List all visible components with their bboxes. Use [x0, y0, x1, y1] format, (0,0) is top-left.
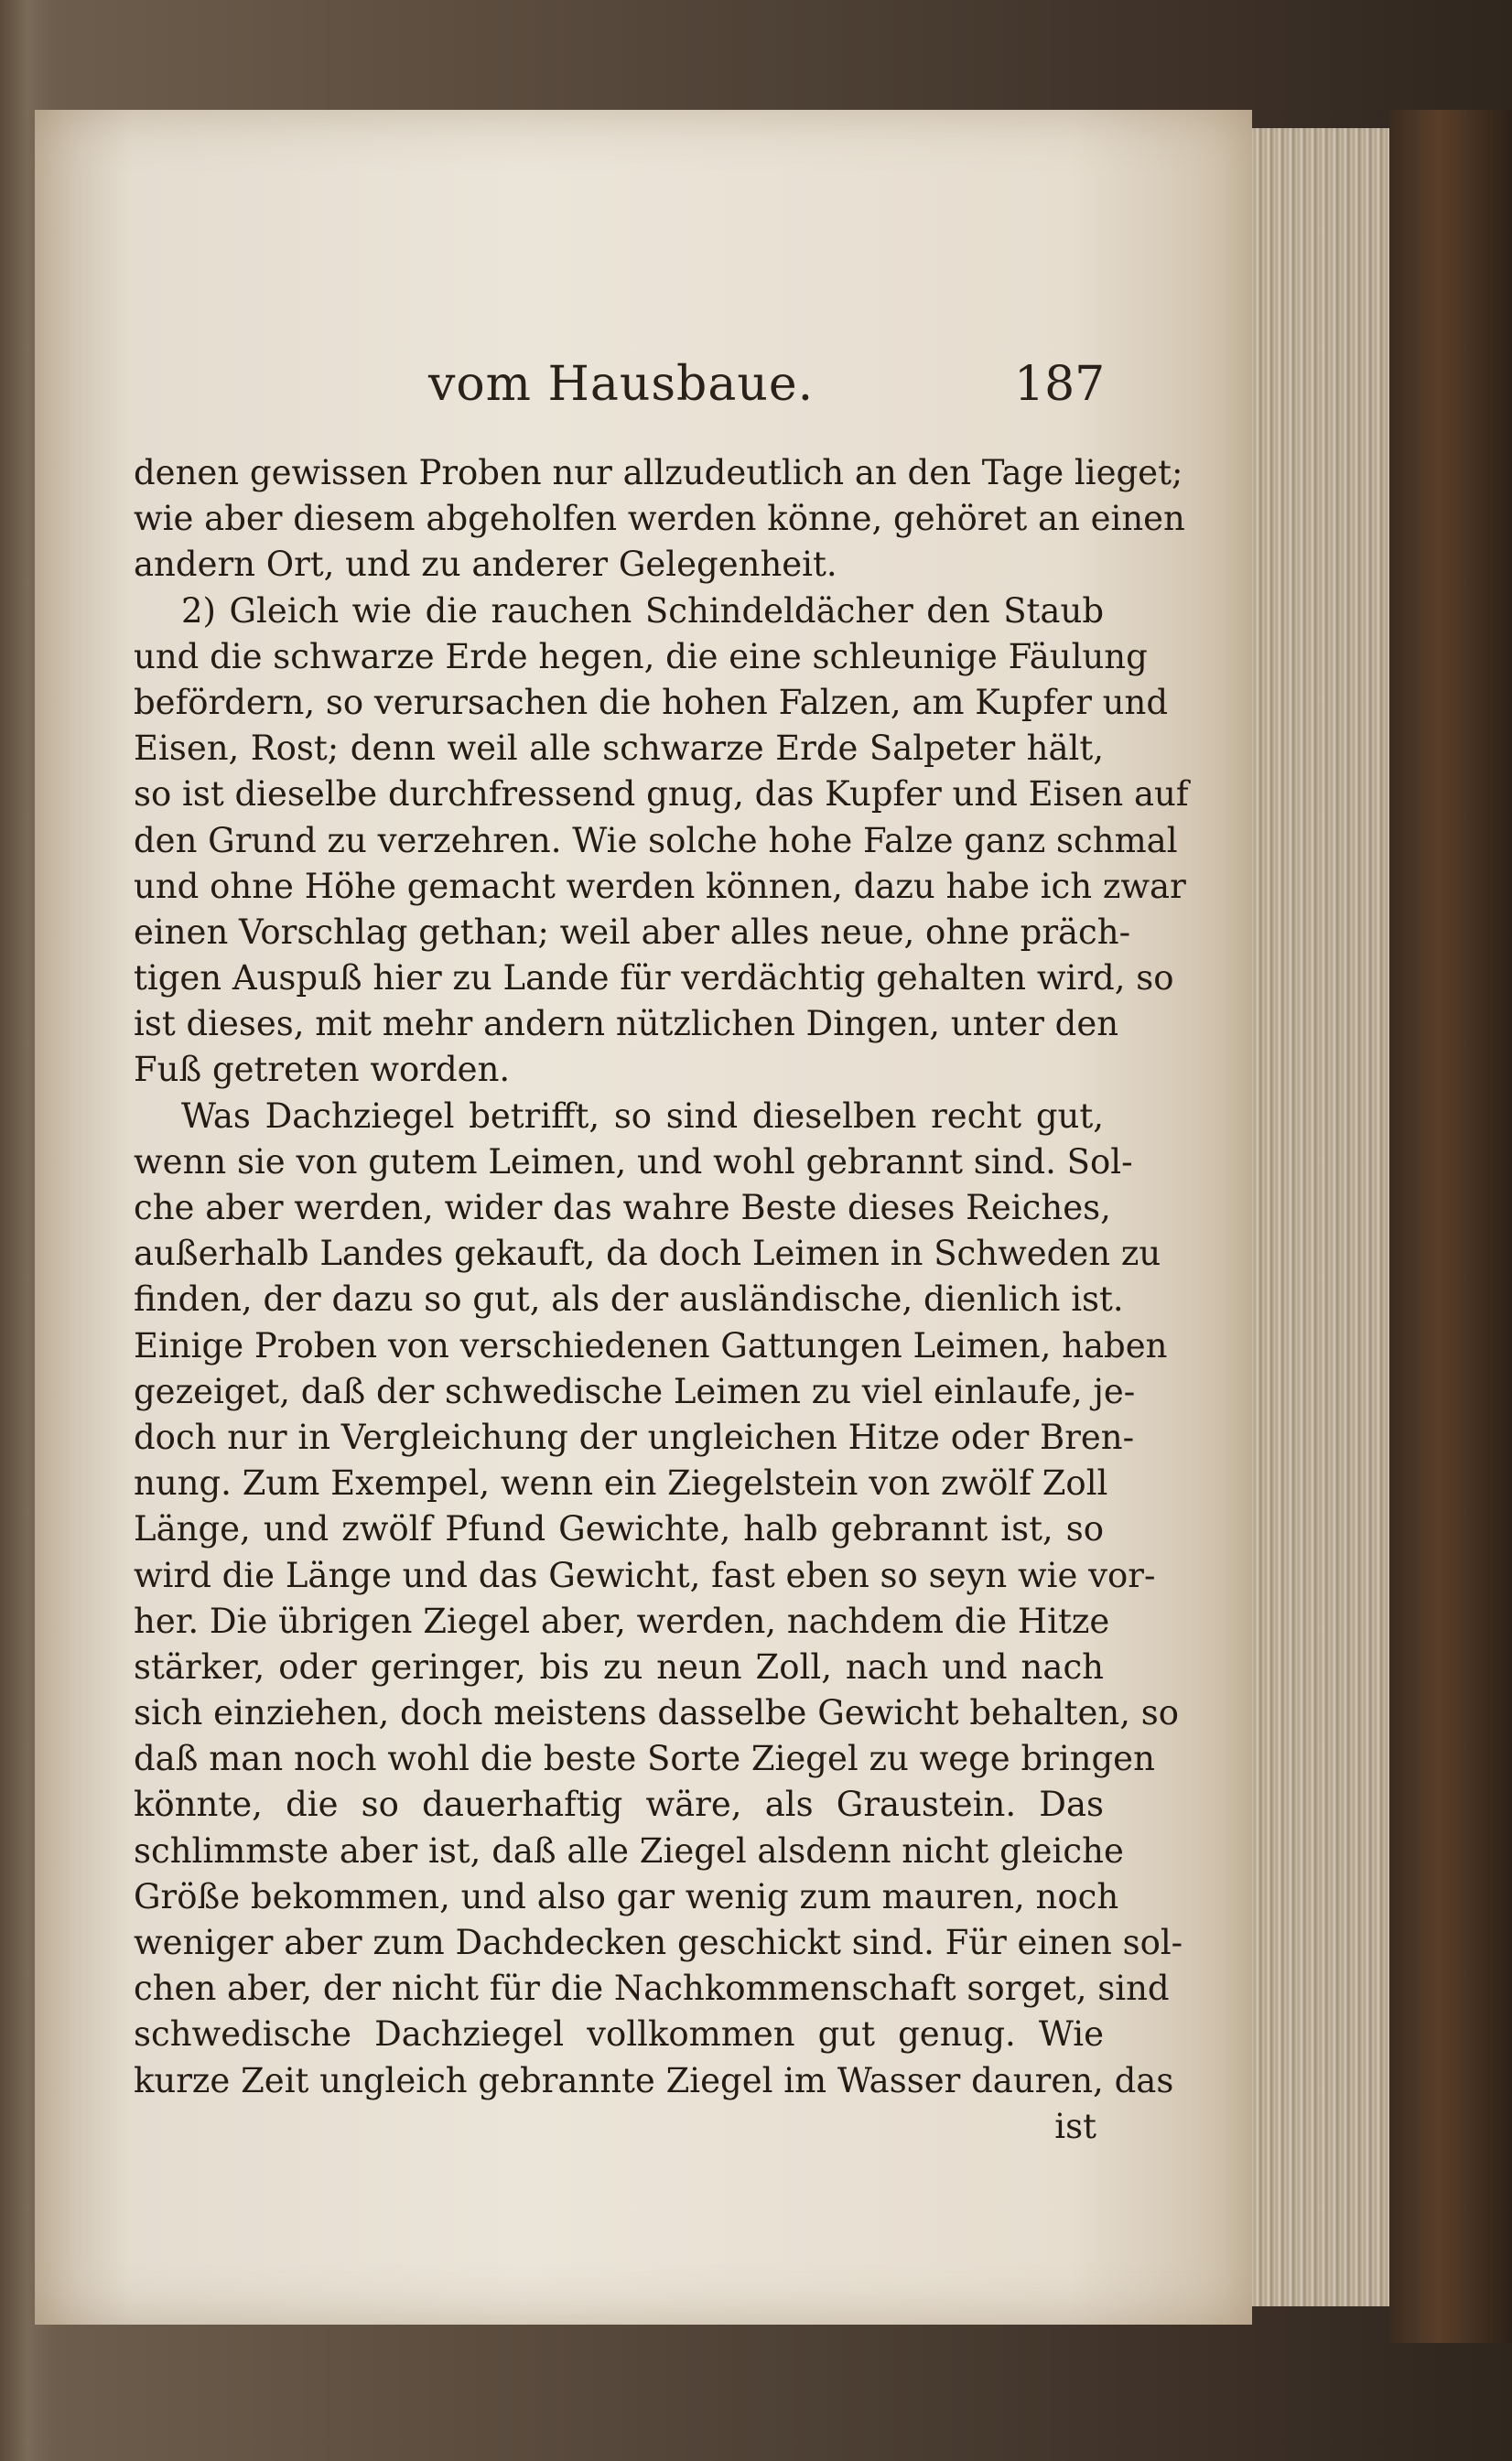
text-line: 2) Gleich wie die rauchen Schindeldächer den Staub — [181, 590, 1104, 631]
text-line: und die schwarze Erde hegen, die eine schleunige Fäulung — [134, 636, 1148, 676]
text-line: wird die Länge und das Gewicht, fast eben so seyn wie vor- — [134, 1555, 1156, 1595]
text-line: wie aber diesem abgeholfen werden könne, gehöret an einen — [134, 499, 1185, 539]
text-line: Fuß getreten worden. — [134, 1050, 511, 1090]
text-line: schwedische Dachziegel vollkommen gut genug. Wie — [134, 2014, 1104, 2055]
text-line: gezeiget, daß der schwedische Leimen zu viel einlaufe, je- — [134, 1371, 1136, 1411]
text-line: ist dieses, mit mehr andern nützlichen Dingen, unter den — [134, 1004, 1119, 1044]
text-line: Länge, und zwölf Pfund Gewichte, halb gebrannt ist, so — [134, 1509, 1104, 1549]
text-line: kurze Zeit ungleich gebrannte Ziegel im Wasser dauren, das — [134, 2060, 1174, 2100]
text-line: andern Ort, und zu anderer Gelegenheit. — [134, 545, 837, 585]
text-line: den Grund zu verzehren. Wie solche hohe Falze ganz schmal — [134, 820, 1178, 860]
catchword: ist — [1054, 2106, 1096, 2146]
text-line: tigen Auspuß hier zu Lande für verdächtig gehalten wird, so — [134, 958, 1174, 998]
text-line: wenn sie von gutem Leimen, und wohl gebrannt sind. Sol- — [134, 1141, 1133, 1182]
page-edges — [1252, 128, 1389, 2306]
text-line: stärker, oder geringer, bis zu neun Zoll, nach und nach — [134, 1646, 1104, 1687]
text-line: Was Dachziegel betrifft, so sind dieselben recht gut, — [181, 1096, 1104, 1136]
text-line: und ohne Höhe gemacht werden können, dazu habe ich zwar — [134, 866, 1186, 906]
page-number: 187 — [1014, 357, 1106, 412]
text-line: nung. Zum Exempel, wenn ein Ziegelstein von zwölf Zoll — [134, 1463, 1108, 1504]
running-title: vom Hausbaue. — [428, 357, 815, 412]
text-line: Eisen, Rost; denn weil alle schwarze Erde Salpeter hält, — [134, 729, 1104, 769]
text-line: sich einziehen, doch meistens dasselbe Gewicht behalten, so — [134, 1693, 1180, 1733]
book-page — [35, 110, 1252, 2325]
text-line: so ist dieselbe durchfressend gnug, das Kupfer und Eisen auf — [134, 774, 1189, 815]
text-line: schlimmste aber ist, daß alle Ziegel alsdenn nicht gleiche — [134, 1830, 1124, 1871]
book-binding — [1389, 110, 1512, 2343]
text-line: daß man noch wohl die beste Sorte Ziegel zu wege bringen — [134, 1739, 1155, 1779]
text-line: Größe bekommen, und also gar wenig zum mauren, noch — [134, 1876, 1119, 1916]
text-line: außerhalb Landes gekauft, da doch Leimen in Schweden zu — [134, 1234, 1161, 1274]
text-line: finden, der dazu so gut, als der ausländische, dienlich ist. — [134, 1279, 1124, 1320]
text-line: einen Vorschlag gethan; weil aber alles neue, ohne präch- — [134, 912, 1131, 952]
text-line: weniger aber zum Dachdecken geschickt sind. Für einen sol- — [134, 1923, 1183, 1962]
text-line: her. Die übrigen Ziegel aber, werden, nachdem die Hitze — [134, 1601, 1110, 1641]
text-line: Einige Proben von verschiedenen Gattungen Leimen, haben — [134, 1325, 1168, 1365]
page-header — [35, 357, 1252, 430]
text-line: denen gewissen Proben nur allzudeutlich an den Tage lieget; — [134, 453, 1183, 492]
text-line: che aber werden, wider das wahre Beste dieses Reiches, — [134, 1188, 1111, 1227]
text-line: chen aber, der nicht für die Nachkommenschaft sorget, sind — [134, 1969, 1170, 2009]
text-line: könnte, die so dauerhaftig wäre, als Graustein. Das — [134, 1785, 1104, 1825]
text-line: befördern, so verursachen die hohen Falzen, am Kupfer und — [134, 682, 1168, 722]
text-line: doch nur in Vergleichung der ungleichen Hitze oder Bren- — [134, 1417, 1135, 1457]
body-text — [134, 450, 1189, 2150]
